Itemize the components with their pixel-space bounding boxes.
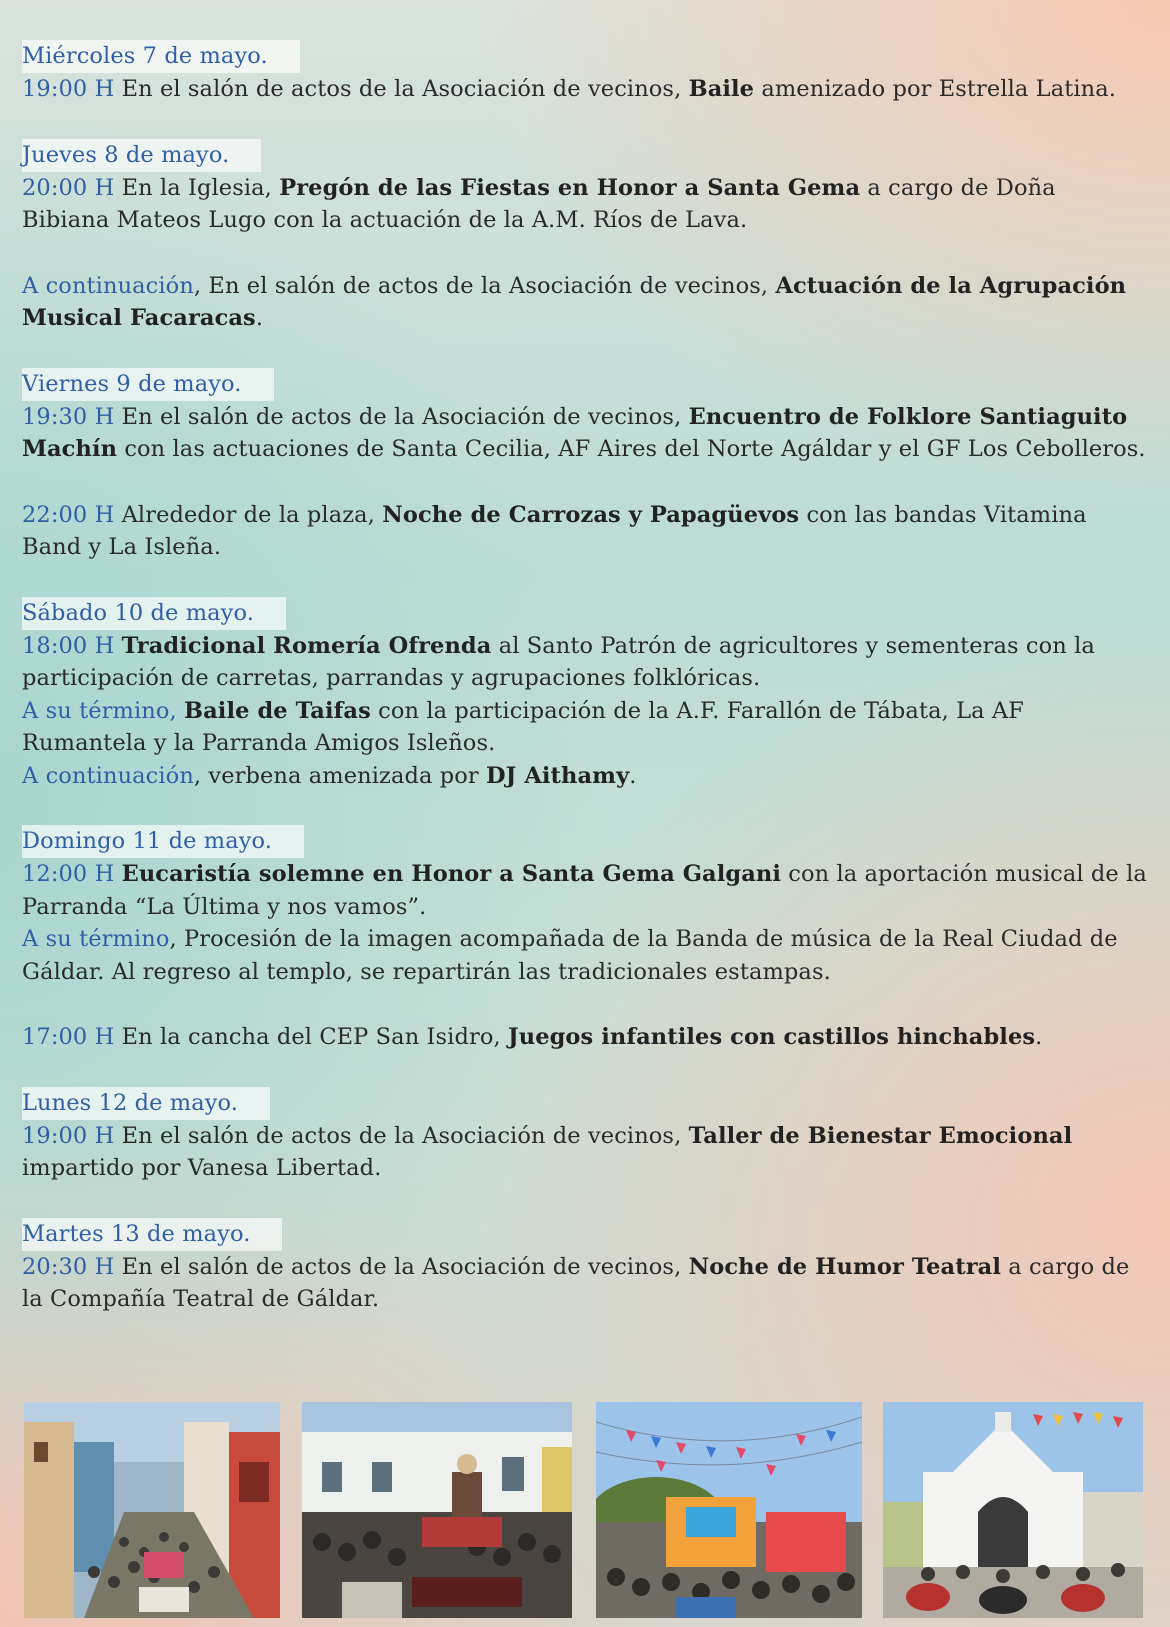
event-highlight: Taller de Bienestar Emocional — [688, 1122, 1073, 1149]
event-text: a cargo de Doña Bibiana Mateos Lugo con la actuación de la A.M. Ríos de Lava. — [22, 174, 1056, 233]
event-entry — [22, 401, 1147, 466]
day-heading: Viernes 9 de mayo. — [22, 368, 274, 401]
event-entry — [22, 172, 1147, 237]
event-gap — [22, 237, 1147, 270]
event-time: 22:00 H — [22, 501, 115, 528]
event-entry — [22, 695, 1147, 760]
photo-saint-procession — [302, 1402, 572, 1618]
event-entry — [22, 270, 1147, 335]
event-text: amenizado por Estrella Latina. — [754, 76, 1117, 102]
event-text: En la Iglesia, — [114, 174, 280, 201]
event-text: a cargo de la Compañía Teatral de Gáldar. — [22, 1253, 1130, 1312]
event-text — [177, 698, 184, 724]
photo-street-procession — [24, 1402, 280, 1618]
event-entry — [22, 73, 1147, 106]
event-entry — [22, 499, 1147, 564]
event-entry — [22, 858, 1147, 923]
event-time: 19:00 H — [22, 1122, 115, 1149]
event-highlight: Encuentro de Folklore Santiaguito Machín — [22, 403, 1128, 462]
event-highlight: Pregón de las Fiestas en Honor a Santa Gema — [279, 174, 861, 201]
event-text: con las bandas Vitamina Band y La Isleña. — [22, 501, 1087, 560]
photo-bouncy-castles-plaza — [596, 1402, 862, 1618]
event-entry — [22, 923, 1147, 988]
photo-church-folk-dance — [883, 1402, 1143, 1618]
event-time: 20:30 H — [22, 1253, 115, 1280]
day-heading: Domingo 11 de mayo. — [22, 825, 304, 858]
event-text: al Santo Patrón de agricultores y sementeras con la participación de carretas, parrandas y agrupaciones folklóricas. — [22, 632, 1095, 691]
day-heading: Miércoles 7 de mayo. — [22, 40, 300, 73]
event-text: En el salón de actos de la Asociación de vecinos, — [114, 403, 689, 430]
section-gap — [22, 1054, 1147, 1087]
event-text: Alrededor de la plaza, — [114, 501, 383, 528]
event-highlight: DJ Aithamy — [486, 762, 630, 789]
event-lead: A continuación — [22, 272, 194, 299]
section-gap — [22, 106, 1147, 139]
event-text: con las actuaciones de Santa Cecilia, AF Aires del Norte Agáldar y el GF Los Cebolleros. — [117, 436, 1146, 462]
event-lead: A su término — [22, 926, 170, 952]
event-text: con la participación de la A.F. Farallón de Tábata, La AF Rumantela y la Parranda Amigos Isleños. — [22, 697, 1024, 756]
event-text: En el salón de actos de la Asociación de vecinos, — [114, 1122, 689, 1149]
event-entry — [22, 1251, 1147, 1316]
event-lead: A continuación — [22, 762, 194, 789]
event-entry — [22, 1021, 1147, 1054]
event-text — [114, 861, 121, 887]
event-time: 19:30 H — [22, 403, 115, 430]
event-text: . — [1035, 1024, 1043, 1050]
event-highlight: Baile de Taifas — [184, 697, 371, 724]
event-time: 19:00 H — [22, 76, 115, 102]
event-entry — [22, 1120, 1147, 1185]
section-gap — [22, 564, 1147, 597]
event-text: , En el salón de actos de la Asociación de vecinos, — [193, 272, 776, 299]
event-highlight: Baile — [688, 76, 755, 102]
day-heading: Sábado 10 de mayo. — [22, 597, 286, 630]
schedule — [22, 40, 1147, 1316]
event-highlight: Tradicional Romería Ofrenda — [121, 632, 492, 659]
event-text: , verbena amenizada por — [193, 762, 487, 789]
section-gap — [22, 335, 1147, 368]
event-lead: A su término, — [22, 697, 177, 724]
event-gap — [22, 988, 1147, 1021]
event-text: En el salón de actos de la Asociación de vecinos, — [114, 76, 689, 102]
day-heading: Martes 13 de mayo. — [22, 1218, 282, 1251]
event-time: 12:00 H — [22, 861, 115, 887]
event-text: impartido por Vanesa Libertad. — [22, 1155, 382, 1181]
event-text: . — [629, 762, 637, 789]
event-highlight: Actuación de la Agrupación Musical Facaracas — [22, 272, 1127, 331]
event-text: , Procesión de la imagen acompañada de la Banda de música de la Real Ciudad de Gáldar. Al regreso al templo, se repartirán las tradicionales estampas. — [22, 926, 1118, 985]
event-gap — [22, 466, 1147, 499]
event-text: con la aportación musical de la Parranda “La Última y nos vamos”. — [22, 861, 1147, 920]
event-text: En el salón de actos de la Asociación de vecinos, — [114, 1253, 689, 1280]
day-heading: Jueves 8 de mayo. — [22, 139, 261, 172]
photo-strip — [24, 1402, 1144, 1618]
event-time: 17:00 H — [22, 1024, 115, 1050]
section-gap — [22, 1185, 1147, 1218]
event-time: 20:00 H — [22, 174, 115, 201]
event-highlight: Juegos infantiles con castillos hinchables — [507, 1024, 1036, 1050]
event-highlight: Eucaristía solemne en Honor a Santa Gema Galgani — [121, 861, 781, 887]
event-text: En la cancha del CEP San Isidro, — [114, 1024, 508, 1050]
event-text — [114, 633, 121, 659]
event-text: . — [255, 305, 264, 331]
section-gap — [22, 792, 1147, 825]
event-time: 18:00 H — [22, 632, 115, 659]
event-highlight: Noche de Carrozas y Papagüevos — [382, 501, 800, 528]
day-heading: Lunes 12 de mayo. — [22, 1087, 270, 1120]
event-highlight: Noche de Humor Teatral — [688, 1253, 1002, 1280]
event-entry — [22, 760, 1147, 793]
event-entry — [22, 630, 1147, 695]
